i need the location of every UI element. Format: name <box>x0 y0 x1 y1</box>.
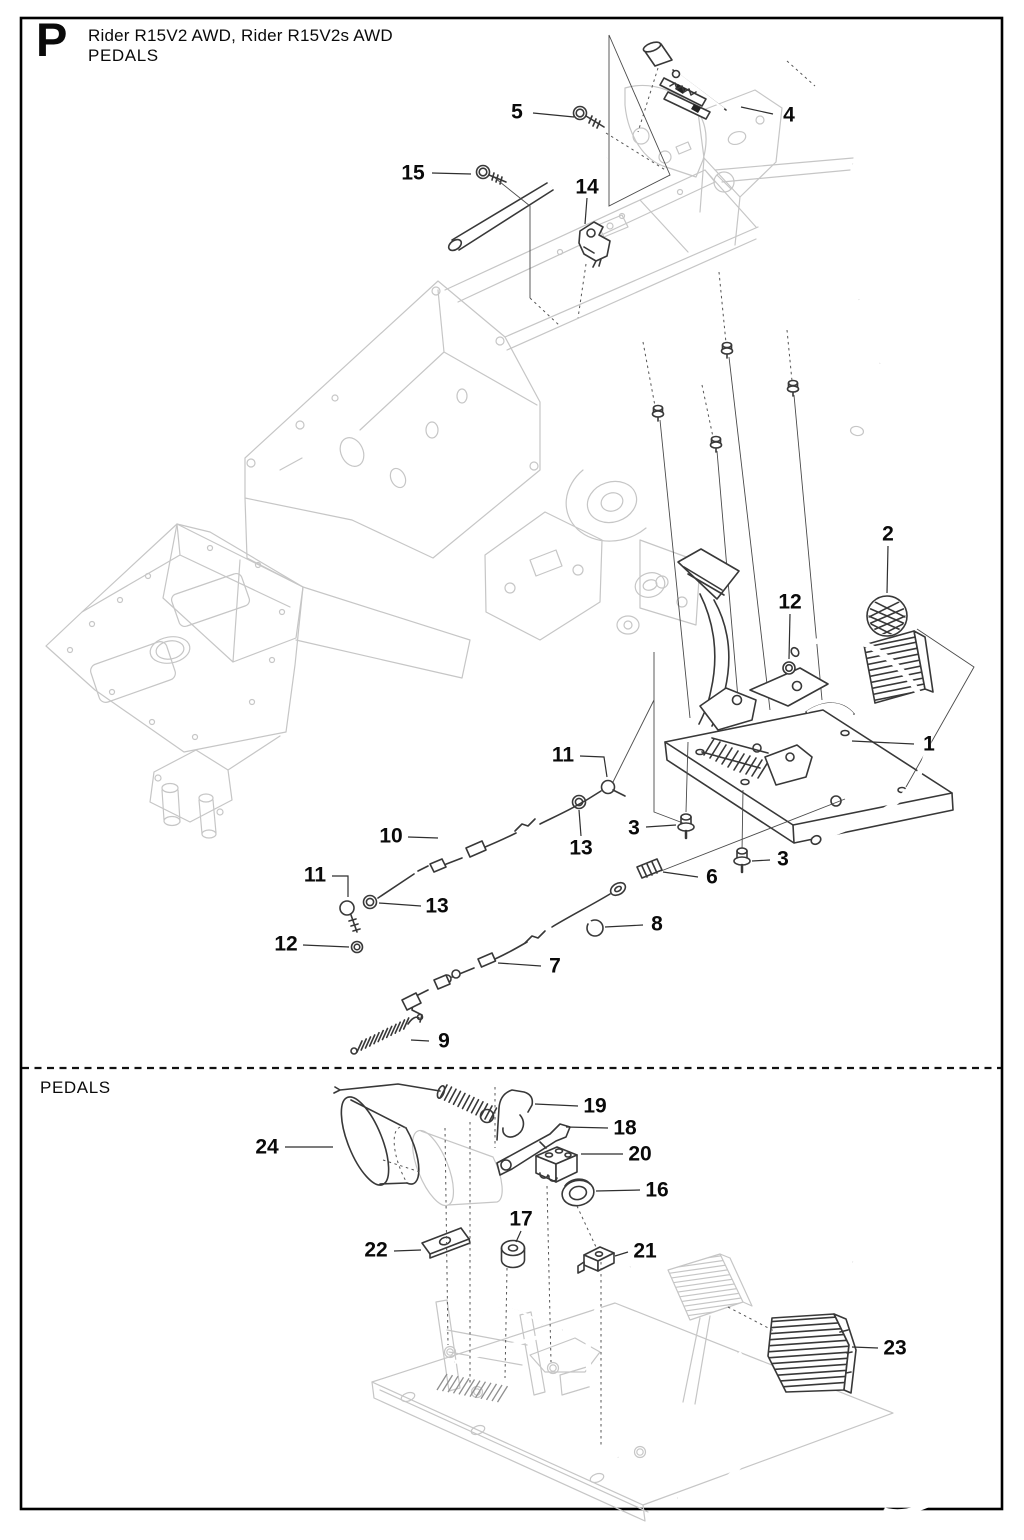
callout-number-c6: 6 <box>706 865 718 889</box>
callout-number-c11a: 11 <box>551 743 575 767</box>
leader-line-c5 <box>533 113 574 117</box>
callout-number-c13b: 13 <box>425 894 449 918</box>
leader-line-c17 <box>516 1231 521 1242</box>
callout-number-c17: 17 <box>509 1207 533 1231</box>
leader-line-c11a <box>580 756 607 777</box>
callout-number-c2: 2 <box>882 522 894 546</box>
leader-line-c9 <box>411 1040 429 1041</box>
callout-number-c12b: 12 <box>274 932 298 956</box>
leader-line-c8 <box>605 925 643 927</box>
callout-number-c14: 14 <box>575 175 599 199</box>
lower-ghost-assembly <box>372 1125 989 1521</box>
bearing-ring-part-16 <box>560 1177 596 1208</box>
callout-number-c5: 5 <box>511 100 523 124</box>
callout-number-c19: 19 <box>583 1094 607 1118</box>
ghost-steering-tube <box>625 85 911 436</box>
callout-number-c21: 21 <box>633 1239 657 1263</box>
callout-number-c23: 23 <box>883 1336 907 1360</box>
callout-number-c18: 18 <box>613 1116 637 1140</box>
clamp-block-part-20 <box>536 1147 577 1182</box>
callout-number-c7: 7 <box>549 954 561 978</box>
leader-line-c12b <box>303 945 349 947</box>
spring-part-9 <box>351 1015 423 1055</box>
callout-number-c13a: 13 <box>569 836 593 860</box>
leader-line-c12a <box>789 614 790 659</box>
leader-line-c6 <box>663 872 698 877</box>
callout-number-c3b: 3 <box>777 847 789 871</box>
leader-line-c1 <box>852 741 914 744</box>
callout-number-c20: 20 <box>628 1142 652 1166</box>
page-subtitle: PEDALS <box>88 46 159 65</box>
callout-number-c3a: 3 <box>628 816 640 840</box>
callout-number-c16: 16 <box>645 1178 669 1202</box>
plate-part-22 <box>422 1228 470 1258</box>
leader-line-c16 <box>596 1190 640 1191</box>
leader-line-c3a <box>646 825 676 827</box>
callout-number-c9: 9 <box>438 1029 450 1053</box>
lower-section-label: PEDALS <box>40 1078 111 1097</box>
nut-12-upper <box>783 662 795 674</box>
callout-number-c4: 4 <box>783 103 795 127</box>
leader-line-c18 <box>566 1127 608 1128</box>
pedal-rubber-part-23 <box>766 1314 856 1393</box>
cable-part-10 <box>340 781 625 953</box>
leader-line-c13a <box>579 810 581 836</box>
callout-number-c8: 8 <box>651 912 663 936</box>
leader-line-c22 <box>394 1250 421 1251</box>
callout-number-c24: 24 <box>255 1135 279 1159</box>
clamp-part-21 <box>578 1247 614 1273</box>
callout-number-c12a: 12 <box>778 590 802 614</box>
rubber-cylinder-part-24 <box>332 1091 420 1191</box>
leader-line-c15 <box>432 173 471 174</box>
bolt-5 <box>574 107 605 129</box>
leader-line-c19 <box>535 1104 578 1106</box>
page-title: Rider R15V2 AWD, Rider R15V2s AWD <box>88 26 393 45</box>
callout-number-c1: 1 <box>923 732 935 756</box>
callout-layer <box>255 101 935 1360</box>
leader-line-c13b <box>379 903 421 906</box>
leader-line-c11b <box>332 876 348 897</box>
bolt-15 <box>477 166 507 185</box>
callout-number-c10: 10 <box>379 824 403 848</box>
bushing-part-17 <box>502 1241 525 1268</box>
leader-line-c21 <box>615 1252 628 1256</box>
page-border <box>21 13 1002 1509</box>
leader-line-c7 <box>498 963 541 966</box>
leader-line-c3b <box>752 860 770 861</box>
leader-line-c14 <box>585 198 587 224</box>
leader-line-c2 <box>887 546 888 593</box>
bracket-part-19 <box>497 1090 532 1140</box>
bracket-14 <box>579 222 610 267</box>
ghost-chassis-frame <box>46 158 853 838</box>
pedal-assembly-part-1 <box>665 549 953 843</box>
callout-number-c15: 15 <box>401 161 425 185</box>
section-letter: P <box>36 13 68 66</box>
callout-number-c22: 22 <box>364 1238 388 1262</box>
leader-line-c10 <box>408 837 438 838</box>
callout-number-c11b: 11 <box>303 863 327 887</box>
leader-line-c4 <box>741 107 773 114</box>
